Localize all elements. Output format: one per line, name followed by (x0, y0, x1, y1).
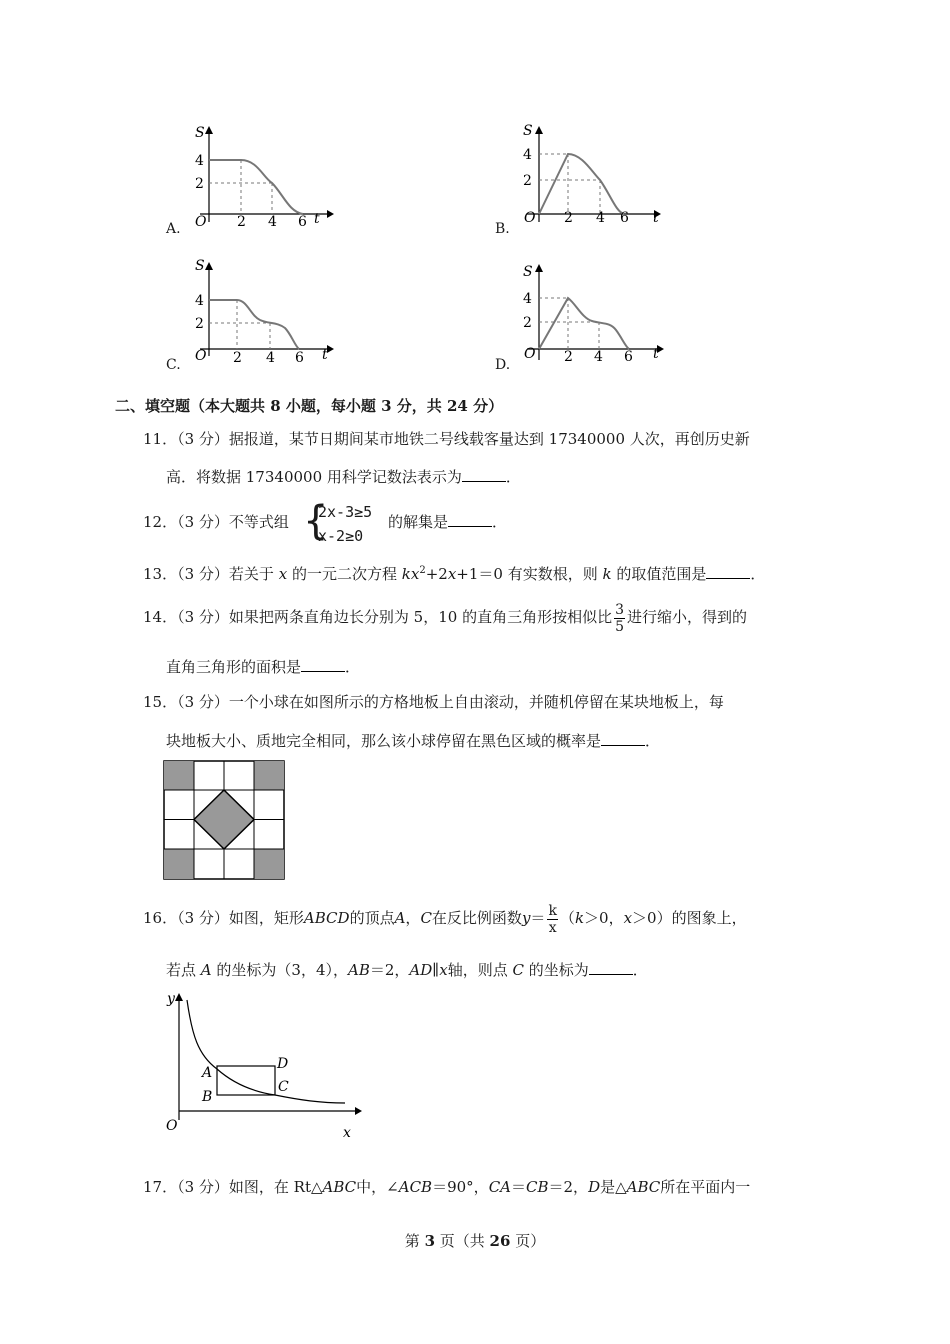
question-text: 所在平面内一 (660, 1178, 751, 1196)
y-tick: 4 (195, 153, 204, 169)
function-fraction (547, 903, 557, 936)
segment-name: CA (488, 1178, 511, 1196)
hyperbola-plot (160, 985, 370, 1145)
punctuation: ， (405, 909, 421, 927)
axis-s-label: S (523, 264, 533, 280)
question-text: 据报道，某节日期间某市地铁二号线载客量达到 17340000 人次，再创历史新 (228, 430, 750, 448)
origin-label: O (524, 210, 536, 226)
point-name: C (420, 909, 432, 927)
x-tick: 2 (237, 214, 246, 230)
x-tick: 6 (295, 350, 304, 366)
footer-text: 页（共 (435, 1232, 490, 1250)
point-c-label: C (278, 1079, 289, 1095)
question-text: ＝90°， (432, 1178, 489, 1196)
question-text: 的一元二次方程 (291, 565, 397, 583)
hyperbola-figure (160, 985, 370, 1149)
axis-s-label: S (195, 125, 205, 141)
question-13 (143, 561, 765, 584)
answer-blank[interactable] (462, 467, 506, 482)
answer-blank[interactable] (601, 731, 645, 746)
origin-label: O (524, 346, 536, 362)
dark-tile (164, 761, 194, 790)
question-text: 进行缩小，得到的 (627, 608, 748, 626)
graph-b-plot (512, 122, 662, 232)
graph-c (185, 256, 335, 370)
segment-name: CB (526, 1178, 549, 1196)
question-text: ＞0）的图象上， (632, 909, 747, 927)
question-text: 在反比例函数 (431, 909, 522, 927)
triangle-name: ABC (322, 1178, 357, 1196)
fraction-numerator: k (548, 902, 557, 919)
question-number: 17．（3 分） (143, 1178, 229, 1196)
question-text: 高．将数据 17340000 用科学记数法表示为 (166, 468, 462, 486)
question-text: 如图，在 Rt△ (228, 1178, 323, 1196)
x-tick: 2 (564, 210, 573, 226)
option-c-label: C. (166, 357, 181, 373)
punctuation: （ (559, 909, 575, 927)
tile-floor-figure (163, 760, 287, 886)
y-tick: 2 (523, 173, 532, 189)
dark-tile (254, 849, 284, 879)
question-text: 若点 (166, 961, 197, 979)
segment-name: AB (348, 961, 370, 979)
question-number: 16．（3 分） (143, 909, 229, 927)
question-text: 不等式组 (228, 513, 289, 531)
x-tick: 4 (594, 349, 603, 365)
axis-x-label: x (343, 1125, 351, 1141)
question-text: 如果把两条直角边长分别为 5，10 的直角三角形按相似比 (228, 608, 613, 626)
variable: k (602, 565, 612, 583)
ratio-fraction (614, 602, 625, 635)
y-tick: 4 (523, 147, 532, 163)
point-name: C (512, 961, 524, 979)
question-11-line-2 (166, 467, 521, 487)
question-15-line-1 (143, 692, 724, 712)
variable: x (278, 565, 288, 583)
dark-tile (254, 761, 284, 790)
total-pages: 26 (489, 1232, 511, 1250)
question-15-line-2 (166, 731, 660, 751)
x-tick: 6 (624, 349, 633, 365)
equals-sign: ＝ (530, 909, 546, 927)
question-text: 的解集是 (388, 513, 449, 531)
option-a-label: A. (166, 221, 181, 237)
question-number: 12．（3 分） (143, 513, 229, 531)
point-b-label: B (202, 1089, 213, 1105)
question-12-suffix (388, 512, 507, 532)
section-heading: 二、填空题（本大题共 8 小题，每小题 3 分，共 24 分） (115, 397, 504, 415)
question-text: 直角三角形的面积是 (166, 658, 302, 676)
point-d-label: D (277, 1056, 289, 1072)
question-text: ＝2， (369, 961, 410, 979)
variable: y (521, 909, 531, 927)
x-tick: 4 (596, 210, 605, 226)
y-tick: 2 (523, 315, 532, 331)
parallel-sign: ∥ (432, 961, 440, 979)
option-d-label: D. (495, 357, 511, 373)
question-14-line-2 (166, 657, 360, 677)
answer-blank[interactable] (706, 564, 750, 579)
question-text: 是△ (600, 1178, 627, 1196)
inequality-1: 2x-3≥5 (318, 503, 373, 521)
answer-blank[interactable] (589, 960, 633, 975)
question-text: 一个小球在如图所示的方格地板上自由滚动，并随机停留在某块地板上，每 (228, 693, 724, 711)
x-tick: 4 (266, 350, 275, 366)
question-text: 如图，矩形 (228, 909, 304, 927)
equals-sign: ＝ (511, 1178, 527, 1196)
question-12-prefix (143, 512, 289, 532)
question-text: 的坐标为 (528, 961, 589, 979)
question-text: 若关于 (228, 565, 274, 583)
question-16-line-1 (143, 898, 747, 938)
fraction-denominator: x (548, 919, 557, 936)
x-tick: 2 (233, 350, 242, 366)
page-footer (0, 1230, 950, 1251)
fraction-numerator: 3 (615, 601, 624, 618)
triangle-name: ABC (626, 1178, 661, 1196)
punctuation: ． (645, 732, 661, 750)
question-text: 的坐标为（3，4）， (216, 961, 349, 979)
point-name: D (588, 1178, 601, 1196)
graph-b (512, 122, 662, 236)
question-17-line-1 (143, 1177, 750, 1197)
graph-d-plot (512, 260, 667, 370)
dark-tile (164, 849, 194, 879)
axis-t-label: t (653, 346, 659, 362)
punctuation: ． (345, 658, 361, 676)
graph-a (185, 122, 335, 236)
x-tick: 6 (298, 214, 307, 230)
punctuation: ． (492, 513, 508, 531)
question-number: 15．（3 分） (143, 693, 229, 711)
graph-d (512, 260, 667, 374)
question-text: 中，∠ (356, 1178, 399, 1196)
axis-t-label: t (314, 211, 320, 227)
point-name: A (394, 909, 406, 927)
question-text: ＞0， (584, 909, 624, 927)
question-number: 14．（3 分） (143, 608, 229, 626)
variable: k (401, 565, 411, 583)
y-tick: 4 (195, 293, 204, 309)
equation-text: +1＝0 有实数根，则 (456, 565, 598, 583)
y-tick: 2 (195, 176, 204, 192)
axis-t-label: t (322, 347, 328, 363)
variable: x (410, 565, 420, 583)
question-number: 13．（3 分） (143, 565, 229, 583)
y-tick: 4 (523, 291, 532, 307)
x-tick: 6 (620, 210, 629, 226)
question-text: 的取值范围是 (616, 565, 707, 583)
question-text: 轴，则点 (447, 961, 508, 979)
graph-a-plot (185, 122, 335, 232)
question-text: ＝2， (548, 1178, 589, 1196)
equation-text: +2 (425, 565, 448, 583)
origin-label: O (195, 348, 207, 364)
origin-label: O (166, 1118, 178, 1134)
variable: k (574, 909, 585, 927)
option-b-label: B. (495, 221, 510, 237)
punctuation: ． (632, 961, 648, 979)
punctuation: ． (505, 468, 521, 486)
angle-name: ACB (398, 1178, 433, 1196)
question-text: 块地板大小、质地完全相同，那么该小球停留在黑色区域的概率是 (166, 732, 602, 750)
rectangle-abcd (217, 1066, 275, 1095)
graph-c-plot (185, 256, 335, 366)
axis-y-label: y (167, 991, 175, 1007)
answer-blank[interactable] (301, 657, 345, 672)
inequality-2: x-2≥0 (318, 527, 364, 545)
footer-text: 页） (510, 1232, 546, 1250)
x-tick: 2 (564, 349, 573, 365)
axis-t-label: t (653, 210, 659, 226)
tile-floor-plot (163, 760, 287, 882)
question-text: 的顶点 (349, 909, 395, 927)
point-a-label: A (202, 1065, 213, 1081)
page-number: 3 (424, 1232, 435, 1250)
answer-blank[interactable] (448, 512, 492, 527)
variable: x (623, 909, 633, 927)
segment-name: AD (409, 961, 433, 979)
point-name: A (200, 961, 212, 979)
rect-name: ABCD (303, 909, 350, 927)
question-number: 11．（3 分） (143, 430, 229, 448)
punctuation: ． (750, 565, 766, 583)
exponent: 2 (419, 565, 426, 576)
variable: x (447, 565, 457, 583)
x-tick: 4 (268, 214, 277, 230)
question-11-line-1 (143, 429, 750, 449)
axis-s-label: S (523, 123, 533, 139)
question-14-line-1 (143, 597, 747, 637)
footer-text: 第 (404, 1232, 425, 1250)
system-brace: { (303, 498, 329, 544)
question-16-line-2 (166, 960, 648, 980)
fraction-denominator: 5 (615, 618, 624, 635)
origin-label: O (195, 214, 207, 230)
variable: x (439, 961, 448, 979)
y-tick: 2 (195, 316, 204, 332)
axis-s-label: S (195, 258, 205, 274)
